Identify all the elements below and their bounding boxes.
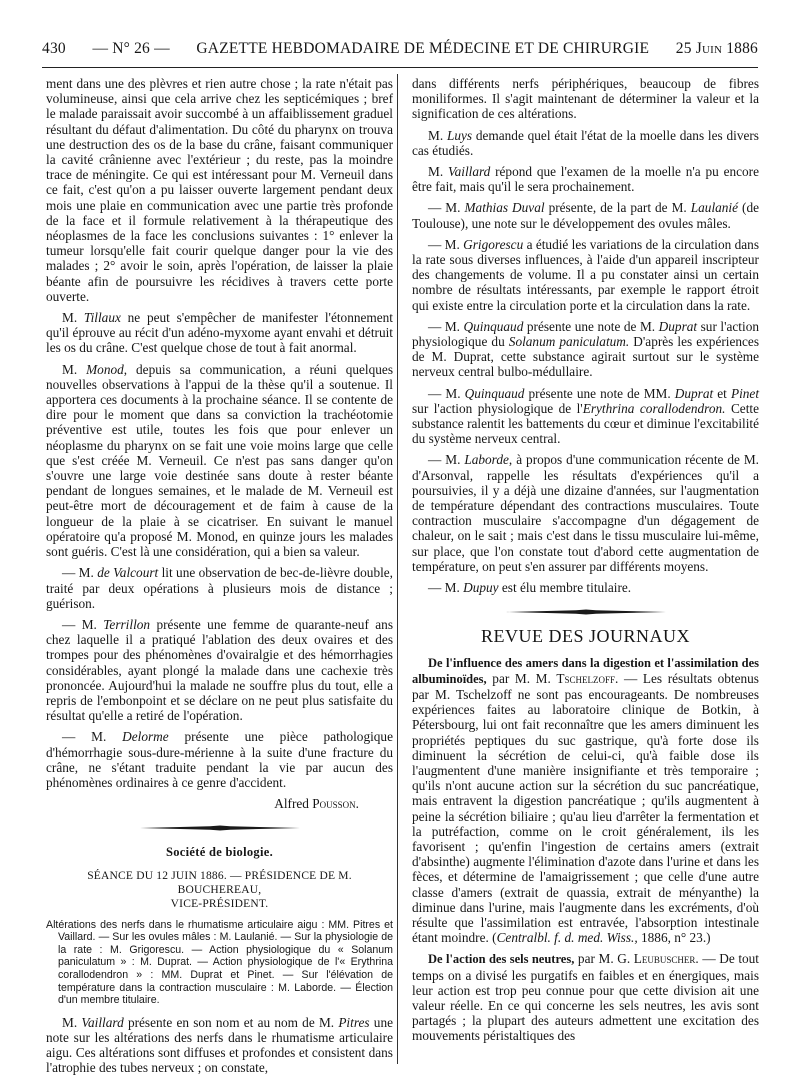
article-title: De l'influence des amers dans la digestion et l'assimilation des albuminoïdes, bbox=[412, 655, 759, 686]
species-name: Erythrina corallodendron. bbox=[582, 400, 726, 416]
paragraph-text: demande quel était l'état de la moelle dans les divers cas étudiés. bbox=[412, 127, 759, 158]
speaker-name: Grigorescu bbox=[463, 236, 524, 252]
paragraph: — M. Dupuy est élu membre titulaire. bbox=[428, 580, 632, 596]
paragraph: — M. Terrillon présente une femme de quarante-neuf ans chez laquelle il a pratiqué l'ablation des deux ovaires et des trompes pour des phénomènes d'ovairalgie et des hémorrhagies considérables, ayant plongé la malade dans une cachexie très prononcée. Aujourd'hui la malade ne souffre plus du tout, elle a repris de l'embonpoint et se déclare on ne peut plus satisfaite du résultat qu'elle a retiré de l'opération. bbox=[46, 616, 393, 724]
article bbox=[412, 655, 759, 946]
section-title: REVUE DES JOURNAUX bbox=[480, 626, 690, 647]
article-text: — Les résultats obtenus par M. Tschelzoff ne sont pas encourageants. De nombreuses expériences faites au laboratoire clinique de Botkin, à Pétersbourg, lui ont fait reconnaître que les amers diminuent les propriétés peptiques du suc gastrique, qu'à forte dose ils diminuent la sécrétion de celui-ci, qu'à faible dose ils l'augmentent d'une manière insignifiante et très temporaire ; qu'ils n'ont aucune action sur la sécrétion du suc pancréatique, mais entravent la digestion pancréatique ; qu'ils augmentent à peine la sécrétion biliaire ; qu'au lieu d'arrêter la fermentation et la putréfaction, comme on le croit généralement, ils les favorisent ; qu'enfin l'ingestion de certains amers (extrait d'absinthe) augmente l'élimination d'azote dans l'urine et dans les fèces, et détermine de l'amaigrissement ; que celle d'une autre classe d'amers (extrait de quassia, extrait de ményanthe) la diminue dans l'urine, mais l'augmente dans les excréments, d'où résulte que l'assimilation est entravée, l'absorption intestinale étant moindre. ( bbox=[412, 670, 759, 946]
paragraph-text: présente en son nom et au nom de M. bbox=[123, 1014, 339, 1030]
paragraph: M. Tillaux ne peut s'empêcher de manifester l'étonnement qu'il éprouve au récit d'un adéno-myxome ayant envahi et détruit les os du crâne. C'est quelque chose de tout à fait anormal. bbox=[46, 310, 393, 356]
paragraph-text: Cette substance ralentit les battements du cœur et diminue l'excitabilité du système nerveux central. bbox=[412, 400, 760, 447]
paragraph-text: et bbox=[713, 385, 731, 401]
article-byline: par M. G. bbox=[574, 951, 634, 967]
speaker-name: Pitres bbox=[338, 1014, 370, 1030]
paragraph: — M. Mathias Duval présente, de la part de M. Laulanié (de Toulouse), une note sur le développement des ovules mâles. bbox=[412, 200, 760, 231]
paragraph: — M. de Valcourt lit une observation de bec-de-lièvre double, traité par deux opérations à plusieurs mois de distance ; guérison. bbox=[46, 565, 394, 611]
session-summary: Altérations des nerfs dans le rhumatisme articulaire aigu : MM. Pitres et Vaillard. — Sur les ovules mâles : M. Laulanié. — Sur la physiologie de la rate : M. Grigorescu. — Action physiologique du « Solanum paniculatum » : M. Duprat. — Action physiologique de l'« Erythrina corallodendron » : MM. Duprat et Pinet. — Sur l'élévation de température dans la contraction musculaire : M. Laborde. — Élection d'un membre titulaire. bbox=[46, 918, 393, 1007]
speaker-name: Monod bbox=[86, 361, 124, 377]
paragraph-text: présente une note de MM. bbox=[524, 385, 675, 401]
issue-date: 25 Juin 1886 bbox=[675, 40, 758, 57]
seance-line-1: SÉANCE DU 12 JUIN 1886. — PRÉSIDENCE DE M. BOUCHEREAU, bbox=[87, 869, 352, 896]
signature-first: Alfred bbox=[274, 796, 313, 812]
paragraph-text: est élu membre titulaire. bbox=[498, 580, 632, 596]
paragraph-text: , depuis sa communication, a réuni quelques nouvelles observations à l'appui de la thèse qu'il a soutenue. Il apportera ces documents à la prochaine séance. Il se contente de dire pour le moment que dans sa conviction la trachéotomie préventive est utile, toutes les fois que pour enlever un néoplasme du pharynx on se fait une voie moins large que celle que s'est créée M. Verneuil. Ce n'est pas sans danger qu'on s'ouvre une large voie destinée sans doute à rester béante pendant de longues semaines, et le malade de M. Verneuil est peut-être mort de découragement et de faim à cause de la longueur de la plaie à se cicatriser. En suivant le manuel opératoire qu'a proposé M. Monod, en quinze jours les malades sont guéris. C'est là une considération, qui a bien sa valeur. bbox=[46, 361, 393, 560]
section-separator bbox=[506, 609, 666, 615]
header-rule bbox=[42, 67, 758, 68]
speaker-name: Duprat bbox=[674, 385, 714, 401]
paragraph: M. Vaillard répond que l'examen de la moelle n'a pu encore être fait, mais qu'il le sera prochainement. bbox=[412, 164, 759, 195]
paragraph-text: D'après les expériences de M. Duprat, cette substance agirait surtout sur le système nerveux central bulbo-médullaire. bbox=[412, 334, 760, 380]
paragraph: — M. Quinquaud présente une note de M. Duprat sur l'action physiologique du Solanum paniculatum. D'après les expériences de M. Duprat, cette substance agirait surtout sur le système nerveux central bulbo-médullaire. bbox=[412, 318, 760, 380]
speaker-name: Luys bbox=[446, 127, 473, 143]
speaker-name: Quinquaud bbox=[464, 385, 525, 401]
article-text: — De tout temps on a divisé les purgatifs en faibles et en énergiques, mais leur action est trop peu connue pour que cette division ait une valeur réelle. En ce qui concerne les sels neutres, les avis sont partagés ; la plupart des auteurs admettent une excitation des mouvements péristaltiques des bbox=[412, 951, 759, 1044]
page-number: 430 bbox=[42, 40, 66, 57]
article-title: De l'action des sels neutres, bbox=[428, 952, 575, 967]
paragraph-text: présente, de la part de M. bbox=[544, 200, 691, 216]
paragraph: — M. Delorme présente une pièce pathologique d'hémorrhagie sous-dure-mérienne à la suite d'une fracture du crâne, ne s'étant traduite pendant la vie par aucun des phénomènes ordinaires à ce genre d'accident. bbox=[46, 729, 393, 790]
speaker-name: de Valcourt bbox=[97, 565, 159, 581]
paragraph: — M. Laborde, à propos d'une communication récente de M. d'Arsonval, rappelle les résultats d'expériences qu'il a poursuivies, il y a déjà une dizaine d'années, sur l'augmentation de température dépendant des contractions musculaires. Toute contraction musculaire s'accompagne d'un dégagement de chaleur, on le sait ; mais c'est dans le tissu musculaire lui-même, sur place, que l'on constate tout d'abord cette augmentation de température, on peut s'en assurer par différents moyens. bbox=[412, 452, 759, 574]
speaker-name: Terrillon bbox=[103, 616, 151, 632]
paragraph: dans différents nerfs périphériques, beaucoup de fibres moniliformes. Il s'agit maintenant de déterminer la valeur et la signification de ces altérations. bbox=[412, 76, 759, 122]
paragraph-text: présente une pièce pathologique d'hémorrhagie sous-dure-mérienne à la suite d'une fracture du crâne, ne s'étant traduite pendant la vie par aucun des phénomènes ordinaires à ce genre d'accident. bbox=[46, 729, 393, 790]
article-author: Tschelzoff. bbox=[556, 670, 619, 686]
species-name: Solanum paniculatum. bbox=[508, 334, 630, 350]
section-separator bbox=[140, 825, 300, 831]
paragraph: ment dans une des plèvres et rien autre chose ; la rate n'était pas volumineuse, ainsi que cela arrive chez les septicémiques ; bref le malade paraissait avoir succombé à un affaiblissement graduel résultant du défaut d'alimentation. Du côté du pharynx on trouva une destruction des os de la base du crâne, faisant communiquer la cavité crânienne avec l'extérieur ; du reste, pas la moindre trace de méningite. Ce qui est intéressant pour M. Verneuil dans ce fait, c'est qu'on a pu laisser ouverte largement pendant deux mois une plaie en communication avec une partie très profonde de la face et il formule relativement à la thérapeutique des néoplasmes de la face les conclusions suivantes : 1° enlever la tumeur lorsqu'elle fait courir quelque danger pour la vie des malades ; 2° avoir le soin, après l'opération, de laisser la plaie béante afin de poursuivre les récidives à travers cette porte ouverte. bbox=[46, 76, 393, 304]
paragraph-text: a étudié les variations de la circulation dans la rate sous diverses influences, à l'aide d'un appareil inscripteur des changements de volume. Il a pu constater ainsi un certain nombre de résultats intéressants, par exemple le rapport étroit qui existe entre la circulation porte et la circulation dans la rate. bbox=[412, 236, 759, 313]
speaker-name: Laulanié bbox=[690, 200, 739, 216]
paragraph-text: ne peut s'empêcher de manifester l'étonnement qu'il éprouve au récit d'un adéno-myxome ayant envahi et détruit les os du crâne. C'est quelque chose de tout à fait anormal. bbox=[46, 310, 393, 356]
page-header bbox=[42, 40, 758, 62]
paragraph: — M. Quinquaud présente une note de MM. Duprat et Pinet sur l'action physiologique de l'Erythrina corallodendron. Cette substance ralentit les battements du cœur et diminue l'excitabilité du système nerveux central. bbox=[412, 385, 760, 447]
speaker-name: Pinet bbox=[730, 385, 760, 401]
right-column bbox=[412, 76, 759, 1050]
article bbox=[412, 951, 759, 1043]
speaker-name: Vaillard bbox=[81, 1014, 124, 1030]
paragraph-text: répond que l'examen de la moelle n'a pu encore être fait, mais qu'il le sera prochainement. bbox=[412, 164, 759, 195]
article-author: Leubuscher. bbox=[633, 951, 699, 967]
issue-number: — N° 26 — bbox=[92, 40, 170, 57]
speaker-name: Duprat bbox=[658, 318, 698, 334]
paragraph: M. Vaillard présente en son nom et au nom de M. Pitres une note sur les altérations des nerfs dans le rhumatisme articulaire aigu. Ces altérations sont diffuses et profondes et consistent dans l'atrophie des tubes nerveux ; on constate, bbox=[46, 1014, 394, 1076]
paragraph: — M. Grigorescu a étudié les variations de la circulation dans la rate sous diverses influences, à l'aide d'un appareil inscripteur des changements de volume. Il a pu constater ainsi un certain nombre de résultats intéressants, par exemple le rapport étroit qui existe entre la circulation porte et la circulation dans la rate. bbox=[412, 236, 759, 313]
paragraph-text: présente une note de M. bbox=[523, 318, 659, 334]
paragraph: M. Luys demande quel était l'état de la moelle dans les divers cas étudiés. bbox=[412, 127, 759, 158]
signature-last: Pousson. bbox=[312, 796, 359, 812]
section-title: Société de biologie. bbox=[165, 845, 274, 860]
journal-title: GAZETTE HEBDOMADAIRE DE MÉDECINE ET DE CHIRURGIE bbox=[196, 40, 650, 57]
article-byline: par M. M. bbox=[486, 670, 557, 686]
article-reference: Centralbl. f. d. med. Wiss., bbox=[496, 930, 638, 946]
paragraph-text: , à propos d'une communication récente de M. d'Arsonval, rappelle les résultats d'expériences qu'il a poursuivies, il y a déjà une dizaine d'années, sur l'augmentation de température dépendant des contractions musculaires. Toute contraction musculaire s'accompagne d'un dégagement de chaleur, on le sait ; mais c'est dans le tissu musculaire lui-même, sur place, que l'on constate tout d'abord cette augmentation de température, on peut s'en assurer par différents moyens. bbox=[412, 452, 759, 574]
paragraph-text: sur l'action physiologique du bbox=[412, 318, 759, 350]
speaker-name: Quinquaud bbox=[463, 318, 524, 334]
paragraph-text: lit une observation de bec-de-lièvre double, traité par deux opérations à plusieurs mois de distance ; guérison. bbox=[46, 565, 394, 611]
speaker-name: Vaillard bbox=[447, 164, 491, 180]
paragraph-text: une note sur les altérations des nerfs dans le rhumatisme articulaire aigu. Ces altérations sont diffuses et profondes et consistent dans l'atrophie des tubes nerveux ; on constate, bbox=[46, 1014, 394, 1076]
speaker-name: Laborde bbox=[464, 452, 509, 468]
speaker-name: Tillaux bbox=[83, 310, 121, 326]
seance-line-2: VICE-PRÉSIDENT. bbox=[170, 897, 269, 910]
paragraph: M. Monod, depuis sa communication, a réuni quelques nouvelles observations à l'appui de la thèse qu'il a soutenue. Il apportera ces documents à la prochaine séance. Il se contente de dire pour le moment que dans sa conviction la trachéotomie préventive est utile, toutes les fois que pour enlever un néoplasme du pharynx on se fait une voie moins large que celle que s'est créée M. Verneuil. Ce n'est pas sans danger qu'on s'ouvre une large voie destinée sans doute à rester béante pendant de longues semaines, et le malade de M. Verneuil est peut-être mort de découragement et de faim à cause de la longueur de la plaie à se cicatriser. En suivant le manuel opératoire qu'a proposé M. Monod, en quinze jours les malades sont guéris. C'est là une considération, qui a bien sa valeur. bbox=[46, 361, 393, 560]
seance-line bbox=[46, 869, 393, 911]
signature bbox=[46, 796, 359, 811]
speaker-name: Dupuy bbox=[463, 580, 499, 596]
paragraph-text: (de Toulouse), une note sur le développement des ovules mâles. bbox=[412, 200, 760, 231]
article-reference-end: 1886, n° 23.) bbox=[637, 930, 711, 946]
paragraph-text: présente une femme de quarante-neuf ans chez laquelle il a pratiqué l'ablation des deux ovaires et des trompes pour des phénomènes d'ovairalgie et des hémorrhagies considérables, ayant plongé la malade dans une cachexie très prononcée. Aujourd'hui la malade ne souffre plus du tout, elle a repris de l'embonpoint et se déclare on ne peut plus satisfaite du résultat qu'elle a retiré de l'opération. bbox=[46, 616, 393, 724]
paragraph-text: sur l'action physiologique de l' bbox=[412, 400, 583, 416]
column-divider bbox=[397, 74, 398, 1064]
left-column bbox=[46, 76, 393, 1082]
speaker-name: Delorme bbox=[122, 729, 169, 745]
speaker-name: Mathias Duval bbox=[464, 200, 545, 216]
